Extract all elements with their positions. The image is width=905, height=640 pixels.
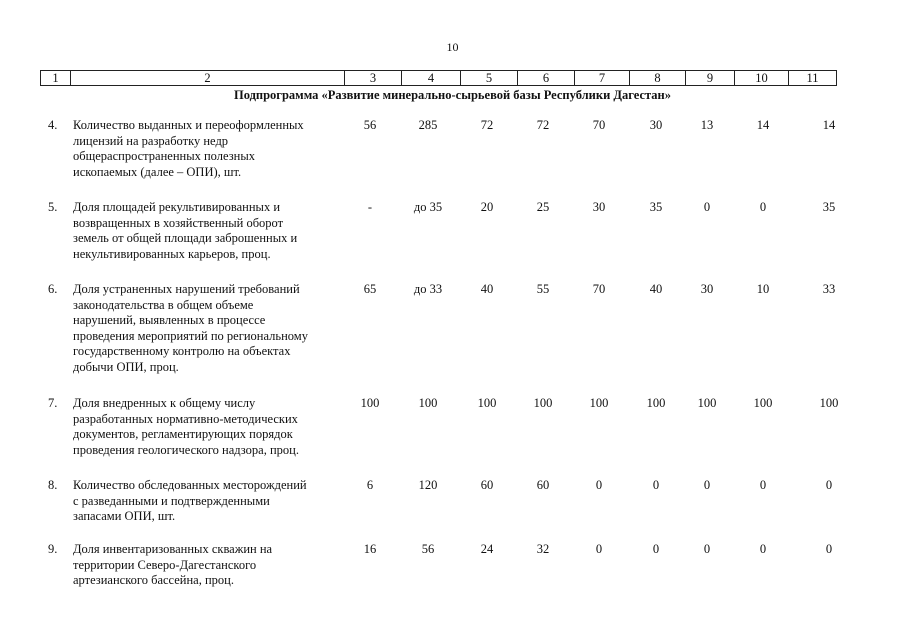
- description-line: документов, регламентирующих порядок: [73, 427, 293, 441]
- row-number: 6.: [48, 282, 58, 296]
- header-cell: 10: [735, 71, 789, 86]
- indicator-value-col-10: 0: [759, 200, 767, 214]
- indicator-value-col-6: 72: [536, 118, 550, 132]
- description-line: проведения мероприятий по региональному: [73, 328, 308, 343]
- description-line: Доля устраненных нарушений требований: [73, 282, 300, 296]
- description-line: нарушений, выявленных в процессе: [73, 313, 266, 327]
- indicator-value-col-3: -: [367, 200, 373, 214]
- indicator-value-col-5: 100: [477, 396, 497, 410]
- indicator-value-col-7: 0: [595, 542, 603, 556]
- indicator-description: [73, 282, 348, 375]
- indicator-value-col-8: 0: [652, 542, 660, 556]
- row-number: 8.: [48, 478, 58, 492]
- header-cell: 6: [518, 71, 575, 86]
- description-line: запасами ОПИ, шт.: [73, 509, 176, 523]
- indicator-value-col-7: 30: [592, 200, 606, 214]
- description-line: с разведанными и подтвержденными: [73, 493, 270, 508]
- description-line: некультивированных карьеров, проц.: [73, 246, 271, 261]
- description-line: проведения геологического надзора, проц.: [73, 442, 299, 457]
- indicator-value-col-11: 33: [822, 282, 836, 296]
- indicator-value-col-4: до 35: [413, 200, 443, 214]
- indicator-value-col-11: 14: [822, 118, 836, 132]
- indicator-value-col-9: 30: [700, 282, 714, 296]
- header-cell: 11: [789, 71, 837, 86]
- indicator-value-col-8: 0: [652, 478, 660, 492]
- indicator-value-col-10: 0: [759, 542, 767, 556]
- indicator-value-col-6: 25: [536, 200, 550, 214]
- indicator-value-col-4: 56: [421, 542, 435, 556]
- description-line: артезианского бассейна, проц.: [73, 573, 234, 587]
- description-line: возвращенных в хозяйственный оборот: [73, 215, 284, 230]
- indicator-value-col-10: 10: [756, 282, 770, 296]
- indicator-value-col-7: 0: [595, 478, 603, 492]
- indicator-value-col-11: 0: [825, 478, 833, 492]
- column-number-header: [40, 70, 837, 86]
- description-line: государственному контролю на объектах: [73, 344, 291, 358]
- indicator-description: [73, 118, 348, 180]
- indicator-value-col-3: 6: [366, 478, 374, 492]
- subprogram-title: Подпрограмма «Развитие минерально-сырьевой базы Республики Дагестан»: [233, 88, 672, 102]
- indicator-value-col-8: 40: [649, 282, 663, 296]
- indicator-value-col-6: 100: [533, 396, 553, 410]
- indicator-description: [73, 200, 348, 262]
- indicator-value-col-10: 0: [759, 478, 767, 492]
- row-number: 5.: [48, 200, 58, 214]
- header-cell: 8: [630, 71, 686, 86]
- description-line: территории Северо-Дагестанского: [73, 557, 257, 572]
- header-cell: 3: [345, 71, 402, 86]
- indicator-value-col-5: 24: [480, 542, 494, 556]
- indicator-value-col-6: 32: [536, 542, 550, 556]
- indicator-value-col-10: 14: [756, 118, 770, 132]
- description-line: Доля площадей рекультивированных и: [73, 200, 281, 214]
- header-cell: 2: [71, 71, 345, 86]
- indicator-value-col-8: 35: [649, 200, 663, 214]
- indicator-value-col-8: 30: [649, 118, 663, 132]
- indicator-value-col-9: 13: [700, 118, 714, 132]
- indicator-value-col-5: 60: [480, 478, 494, 492]
- indicator-value-col-3: 16: [363, 542, 377, 556]
- description-line: ископаемых (далее – ОПИ), шт.: [73, 164, 242, 179]
- page-number: 10: [446, 40, 459, 54]
- indicator-value-col-6: 60: [536, 478, 550, 492]
- indicator-value-col-11: 35: [822, 200, 836, 214]
- indicator-value-col-5: 72: [480, 118, 494, 132]
- header-cell: 5: [461, 71, 518, 86]
- indicator-value-col-5: 20: [480, 200, 494, 214]
- indicator-value-col-3: 65: [363, 282, 377, 296]
- indicator-value-col-11: 100: [819, 396, 839, 410]
- description-line: Доля внедренных к общему числу: [73, 396, 256, 410]
- header-cell: 9: [686, 71, 735, 86]
- indicator-value-col-6: 55: [536, 282, 550, 296]
- indicator-value-col-4: до 33: [413, 282, 443, 296]
- description-line: Количество обследованных месторождений: [73, 478, 307, 492]
- description-line: Количество выданных и переоформленных: [73, 118, 304, 132]
- description-line: земель от общей площади заброшенных и: [73, 231, 298, 245]
- indicator-value-col-10: 100: [753, 396, 773, 410]
- indicator-value-col-7: 100: [589, 396, 609, 410]
- header-cell: 7: [575, 71, 630, 86]
- indicator-value-col-11: 0: [825, 542, 833, 556]
- indicator-value-col-7: 70: [592, 118, 606, 132]
- indicator-value-col-4: 100: [418, 396, 438, 410]
- description-line: Доля инвентаризованных скважин на: [73, 542, 273, 556]
- header-cell: 4: [402, 71, 461, 86]
- indicator-value-col-9: 100: [697, 396, 717, 410]
- indicator-description: [73, 478, 348, 525]
- indicator-value-col-9: 0: [703, 200, 711, 214]
- description-line: законодательства в общем объеме: [73, 297, 254, 312]
- indicator-value-col-4: 285: [418, 118, 438, 132]
- indicator-description: [73, 542, 348, 589]
- description-line: разработанных нормативно-методических: [73, 411, 298, 426]
- description-line: добычи ОПИ, проц.: [73, 359, 179, 374]
- description-line: лицензий на разработку недр: [73, 133, 229, 148]
- indicator-value-col-5: 40: [480, 282, 494, 296]
- header-cell: 1: [41, 71, 71, 86]
- row-number: 4.: [48, 118, 58, 132]
- indicator-value-col-3: 100: [360, 396, 380, 410]
- row-number: 9.: [48, 542, 58, 556]
- row-number: 7.: [48, 396, 58, 410]
- indicator-value-col-7: 70: [592, 282, 606, 296]
- indicator-value-col-9: 0: [703, 542, 711, 556]
- indicator-value-col-9: 0: [703, 478, 711, 492]
- indicator-description: [73, 396, 348, 458]
- description-line: общераспространенных полезных: [73, 149, 255, 163]
- indicator-value-col-8: 100: [646, 396, 666, 410]
- indicator-value-col-3: 56: [363, 118, 377, 132]
- indicator-value-col-4: 120: [418, 478, 438, 492]
